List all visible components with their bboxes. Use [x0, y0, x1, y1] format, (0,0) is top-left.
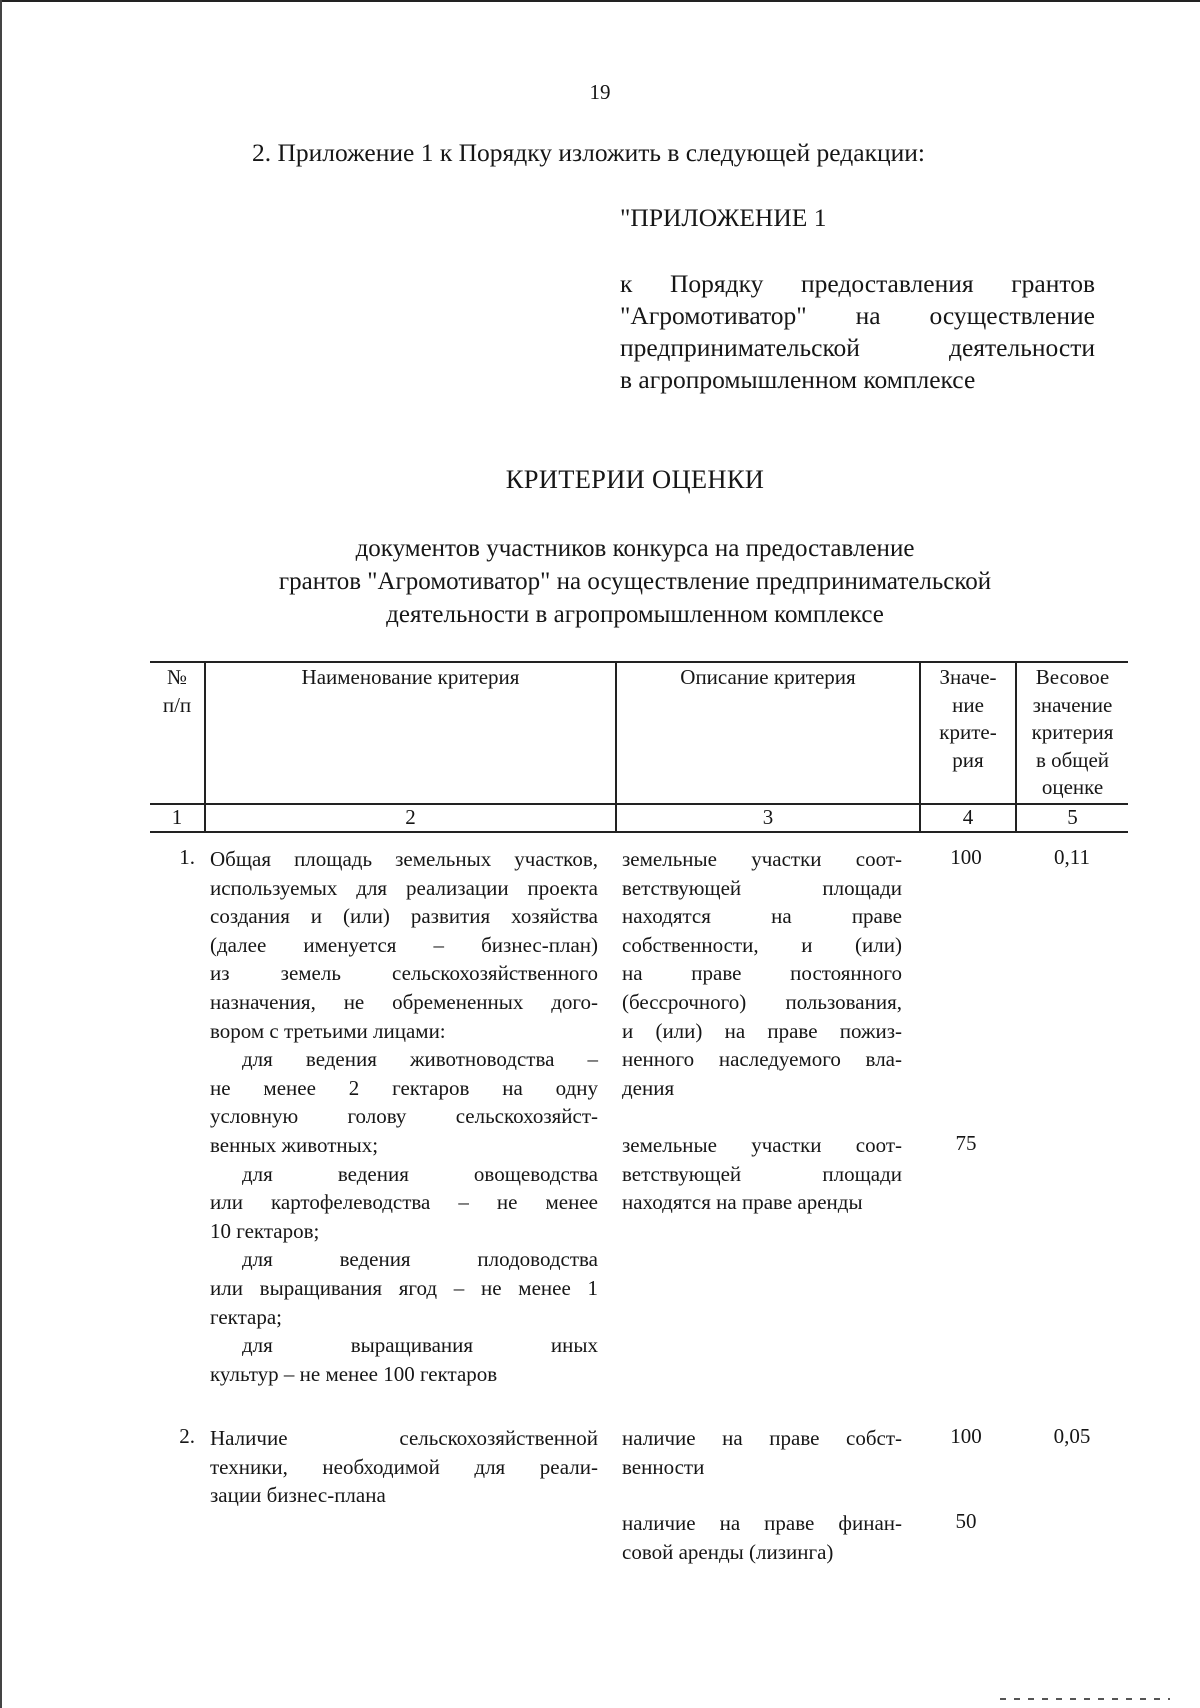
criterion-sub-item: для выращивания иных культур – не менее 100 гектаров [210, 1333, 598, 1386]
table-colnum-divider [150, 831, 1128, 833]
row-number: 1. [179, 845, 195, 869]
criterion-value: 50 [955, 1509, 977, 1533]
column-number: 1 [171, 805, 183, 829]
document-subtitle-line: документов участников конкурса на предоставление [355, 535, 915, 562]
document-subtitle-line: деятельности в агропромышленном комплексе [386, 601, 884, 628]
row-number: 2. [179, 1424, 195, 1448]
column-number: 2 [405, 805, 416, 829]
criterion-value: 100 [950, 1424, 982, 1448]
criterion-description: наличие на праве финан- совой аренды (лизинга) [622, 1511, 902, 1564]
column-number: 5 [1067, 805, 1078, 829]
document-subtitle [0, 532, 1200, 631]
criterion-description: наличие на праве собст- венности [622, 1426, 902, 1479]
criterion-description: земельные участки соот- ветствующей площади находятся на праве аренды [622, 1133, 902, 1215]
appendix-subtitle-line: к Порядку предоставления грантов [620, 269, 1095, 298]
criterion-weight: 0,05 [1053, 1424, 1091, 1448]
appendix-subtitle-line: предпринимательской деятельности [620, 333, 1095, 362]
criterion-value: 100 [950, 845, 982, 869]
header-weight: Весовое значение критерия в общей оценке [1031, 665, 1114, 799]
column-number: 3 [762, 805, 774, 829]
appendix-title: "ПРИЛОЖЕНИЕ 1 [620, 203, 827, 232]
scan-edge-top [0, 0, 1200, 2]
appendix-subtitle [620, 268, 1095, 396]
table-top-border [150, 661, 1128, 663]
criterion-weight: 0,11 [1054, 845, 1090, 869]
scan-artifact [1000, 1698, 1170, 1700]
criterion-sub-item: для ведения животноводства – не менее 2 гектаров на одну условную голову сельскохозяйст- венных животных; [210, 1047, 598, 1157]
criterion-name: Наличие сельскохозяйственной техники, необходимой для реали- зации бизнес-плана [210, 1426, 598, 1508]
document-subtitle-line: грантов "Агромотиватор" на осуществление предпринимательской [278, 568, 992, 595]
document-title: КРИТЕРИИ ОЦЕНКИ [505, 464, 765, 494]
header-number: № п/п [162, 665, 192, 717]
amendment-intro: 2. Приложение 1 к Порядку изложить в следующей редакции: [252, 138, 925, 167]
header-criterion-value: Значе- ние крите- рия [939, 665, 997, 772]
scan-edge-left [0, 0, 2, 1708]
page-number: 19 [589, 80, 611, 104]
criterion-sub-item: для ведения овощеводства или картофелеводства – не менее 10 гектаров; [210, 1161, 598, 1243]
criterion-description: земельные участки соот- ветствующей площади находятся на праве собственности, и (или) на праве постоянного (бессрочного) пользования, и (или) на праве пожиз- ненного наследуемого вла- дения [622, 847, 902, 1100]
column-number: 4 [962, 805, 974, 829]
appendix-subtitle-line: "Агромотиватор" на осуществление [620, 301, 1095, 330]
appendix-subtitle-line: в агропромышленном комплексе [620, 365, 976, 394]
header-criterion-name: Наименование критерия [301, 665, 520, 689]
header-criterion-description: Описание критерия [680, 665, 856, 689]
criterion-sub-item: для ведения плодоводства или выращивания ягод – не менее 1 гектара; [210, 1247, 598, 1329]
criterion-name: Общая площадь земельных участков, используемых для реализации проекта создания и (или) развития хозяйства (далее именуется – бизнес-план) из земель сельскохозяйственного назначения, не обремененных дого- вором с третьими лицами: для ведения животноводства – не менее 2 гектаров на одну условную голову сельскохозяйст- венных животных; для ведения овощеводства или картофелеводства – не менее 10 гектаров; для ведения плодоводства или выращивания ягод – не менее 1 гектара; для выращивания иных культур – не менее 100 гектаров [210, 845, 598, 1388]
criterion-value: 75 [955, 1131, 977, 1155]
